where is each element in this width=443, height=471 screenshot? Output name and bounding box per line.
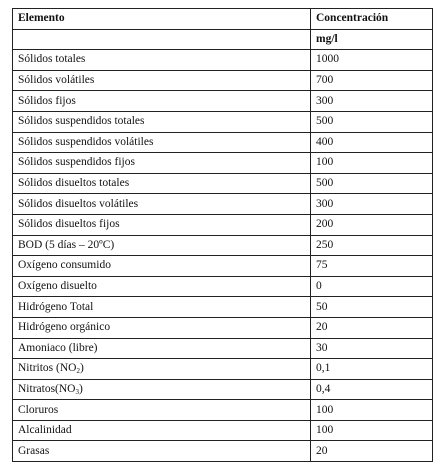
- element-cell: Amoniaco (libre): [13, 338, 311, 359]
- element-cell: Sólidos disueltos fijos: [13, 214, 311, 235]
- subscript: 3: [75, 387, 79, 396]
- element-cell: Hidrógeno orgánico: [13, 317, 311, 338]
- element-cell: Sólidos suspendidos volátiles: [13, 132, 311, 153]
- value-cell: 500: [311, 173, 433, 194]
- value-cell: 700: [311, 70, 433, 91]
- table-row: [13, 91, 433, 112]
- table-header-row: [13, 9, 433, 30]
- table-row: [13, 297, 433, 318]
- table-row: [13, 338, 433, 359]
- table-row: [13, 441, 433, 462]
- element-cell: Sólidos volátiles: [13, 70, 311, 91]
- table-row: [13, 70, 433, 91]
- table-unit-row: [13, 29, 433, 50]
- element-cell: Sólidos fijos: [13, 91, 311, 112]
- element-cell: Grasas: [13, 441, 311, 462]
- table-row: [13, 173, 433, 194]
- value-cell: 30: [311, 338, 433, 359]
- element-cell: Oxígeno consumido: [13, 256, 311, 277]
- element-cell: Sólidos disueltos totales: [13, 173, 311, 194]
- element-cell: Hidrógeno Total: [13, 297, 311, 318]
- value-cell: 100: [311, 400, 433, 421]
- table-row: [13, 153, 433, 174]
- value-cell: 500: [311, 111, 433, 132]
- table-row: [13, 359, 433, 380]
- table-row: [13, 276, 433, 297]
- value-cell: 20: [311, 441, 433, 462]
- header-concentration: Concentración: [311, 9, 433, 30]
- element-text: Nitratos(NO: [18, 382, 76, 395]
- element-cell: Oxígeno disuelto: [13, 276, 311, 297]
- table-row: [13, 132, 433, 153]
- element-cell: [13, 379, 311, 400]
- concentration-table: [12, 8, 433, 462]
- table-row: [13, 111, 433, 132]
- table-row: [13, 194, 433, 215]
- element-text: Nitritos (NO: [18, 362, 77, 375]
- value-cell: 0,1: [311, 359, 433, 380]
- table-row: [13, 317, 433, 338]
- element-cell: Sólidos suspendidos totales: [13, 111, 311, 132]
- value-cell: 200: [311, 214, 433, 235]
- table-row: [13, 50, 433, 71]
- value-cell: 100: [311, 420, 433, 441]
- table-row: [13, 400, 433, 421]
- table-row: [13, 235, 433, 256]
- value-cell: 20: [311, 317, 433, 338]
- table-row: [13, 214, 433, 235]
- value-cell: 75: [311, 256, 433, 277]
- subscript: 2: [76, 367, 80, 376]
- element-cell: [13, 359, 311, 380]
- element-cell: Sólidos suspendidos fijos: [13, 153, 311, 174]
- header-element: Elemento: [13, 9, 311, 30]
- header-empty-cell: [13, 29, 311, 50]
- value-cell: 100: [311, 153, 433, 174]
- value-cell: 300: [311, 91, 433, 112]
- element-cell: Sólidos totales: [13, 50, 311, 71]
- value-cell: 300: [311, 194, 433, 215]
- table-row: [13, 420, 433, 441]
- table-row: [13, 379, 433, 400]
- value-cell: 0,4: [311, 379, 433, 400]
- value-cell: 50: [311, 297, 433, 318]
- value-cell: 400: [311, 132, 433, 153]
- element-text-suffix: ): [79, 362, 84, 375]
- table-row: [13, 256, 433, 277]
- header-unit: mg/l: [311, 29, 433, 50]
- value-cell: 0: [311, 276, 433, 297]
- element-cell: Sólidos disueltos volátiles: [13, 194, 311, 215]
- element-text-suffix: ): [79, 382, 83, 395]
- value-cell: 250: [311, 235, 433, 256]
- element-cell: BOD (5 días – 20ºC): [13, 235, 311, 256]
- element-cell: Alcalinidad: [13, 420, 311, 441]
- value-cell: 1000: [311, 50, 433, 71]
- element-cell: Cloruros: [13, 400, 311, 421]
